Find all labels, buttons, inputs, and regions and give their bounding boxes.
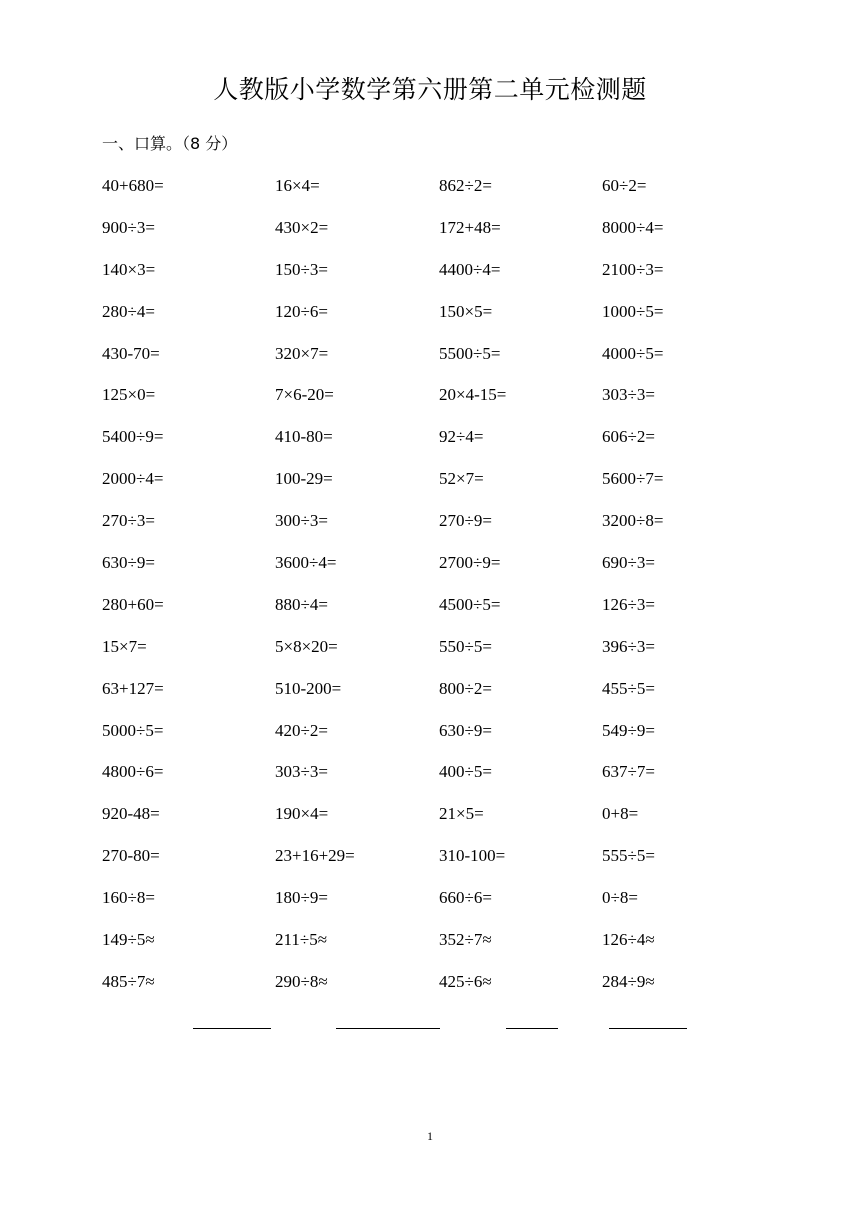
problem-item: 550÷5= — [439, 636, 492, 656]
problem-row — [102, 298, 742, 340]
problem-item: 3600÷4= — [275, 553, 337, 573]
problem-item: 425÷6≈ — [439, 971, 492, 991]
problem-item: 352÷7≈ — [439, 930, 492, 950]
problem-item: 2700÷9= — [439, 553, 501, 573]
problem-item: 5500÷5= — [439, 343, 501, 363]
problem-item: 1000÷5= — [602, 301, 664, 321]
problem-item: 3200÷8= — [602, 511, 664, 531]
answer-blank-line[interactable] — [336, 1028, 440, 1029]
problem-item: 270÷3= — [102, 511, 155, 531]
problem-item: 100-29= — [275, 469, 333, 489]
problem-item: 290÷8≈ — [275, 971, 328, 991]
problem-item: 455÷5= — [602, 678, 655, 698]
problem-item: 5400÷9= — [102, 427, 164, 447]
problem-item: 126÷3= — [602, 594, 655, 614]
problem-item: 410-80= — [275, 427, 333, 447]
problem-item: 190×4= — [275, 804, 329, 824]
problem-item: 420÷2= — [275, 720, 328, 740]
problem-row — [102, 968, 742, 1010]
problem-row — [102, 926, 742, 968]
answer-blank-line[interactable] — [193, 1028, 271, 1029]
problem-item: 630÷9= — [439, 720, 492, 740]
problem-item: 21×5= — [439, 804, 484, 824]
problem-item: 310-100= — [439, 846, 506, 866]
problem-item: 280+60= — [102, 594, 164, 614]
problem-item: 8000÷4= — [602, 217, 664, 237]
problem-item: 5×8×20= — [275, 636, 338, 656]
problem-item: 270÷9= — [439, 511, 492, 531]
problem-item: 7×6-20= — [275, 385, 334, 405]
problem-item: 40+680= — [102, 176, 164, 195]
problem-item: 180÷9= — [275, 888, 328, 908]
problem-row — [102, 675, 742, 717]
problem-item: 300÷3= — [275, 511, 328, 531]
problem-row — [102, 884, 742, 926]
problem-item: 4000÷5= — [602, 343, 664, 363]
problem-item: 16×4= — [275, 176, 320, 195]
problem-item: 60÷2= — [602, 176, 647, 195]
problem-item: 637÷7= — [602, 762, 655, 782]
problem-row — [102, 340, 742, 382]
problem-item: 485÷7≈ — [102, 971, 155, 991]
problem-item: 150×5= — [439, 301, 493, 321]
problem-item: 900÷3= — [102, 217, 155, 237]
problem-item: 140×3= — [102, 259, 156, 279]
problem-item: 430×2= — [275, 217, 329, 237]
problem-item: 280÷4= — [102, 301, 155, 321]
problem-item: 396÷3= — [602, 636, 655, 656]
problem-item: 320×7= — [275, 343, 329, 363]
problem-item: 120÷6= — [275, 301, 328, 321]
problem-item: 400÷5= — [439, 762, 492, 782]
problem-item: 880÷4= — [275, 594, 328, 614]
problem-item: 270-80= — [102, 846, 160, 866]
problem-item: 211÷5≈ — [275, 930, 328, 950]
problem-grid — [102, 172, 742, 1010]
problem-item: 5000÷5= — [102, 720, 164, 740]
problem-item: 303÷3= — [602, 385, 655, 405]
problem-row — [102, 758, 742, 800]
problem-item: 303÷3= — [275, 762, 328, 782]
problem-item: 800÷2= — [439, 678, 492, 698]
problem-item: 920-48= — [102, 804, 160, 824]
problem-row — [102, 214, 742, 256]
problem-row — [102, 256, 742, 298]
problem-item: 23+16+29= — [275, 846, 355, 866]
problem-item: 555÷5= — [602, 846, 655, 866]
problem-item: 149÷5≈ — [102, 930, 155, 950]
problem-item: 862÷2= — [439, 176, 492, 195]
problem-row — [102, 800, 742, 842]
section-heading-oral-calculation: 一、口算。（8 分） — [102, 134, 238, 153]
problem-item: 0+8= — [602, 804, 639, 824]
problem-item: 20×4-15= — [439, 385, 507, 405]
problem-item: 4500÷5= — [439, 594, 501, 614]
problem-row — [102, 717, 742, 759]
problem-item: 92÷4= — [439, 427, 484, 447]
page-number: 1 — [427, 1129, 433, 1143]
problem-row — [102, 591, 742, 633]
problem-item: 63+127= — [102, 678, 164, 698]
page-title: 人教版小学数学第六册第二单元检测题 — [213, 75, 647, 104]
problem-item: 284÷9≈ — [602, 971, 655, 991]
problem-row — [102, 465, 742, 507]
problem-row — [102, 507, 742, 549]
problem-item: 2000÷4= — [102, 469, 164, 489]
problem-row — [102, 172, 742, 214]
problem-row — [102, 842, 742, 884]
problem-row — [102, 423, 742, 465]
answer-blank-line[interactable] — [609, 1028, 687, 1029]
problem-item: 510-200= — [275, 678, 342, 698]
problem-item: 126÷4≈ — [602, 930, 655, 950]
problem-item: 2100÷3= — [602, 259, 664, 279]
problem-item: 630÷9= — [102, 553, 155, 573]
problem-row — [102, 381, 742, 423]
problem-item: 606÷2= — [602, 427, 655, 447]
problem-item: 160÷8= — [102, 888, 155, 908]
problem-item: 172+48= — [439, 217, 501, 237]
problem-row — [102, 633, 742, 675]
problem-item: 125×0= — [102, 385, 156, 405]
answer-blanks — [0, 1028, 860, 1032]
problem-item: 4800÷6= — [102, 762, 164, 782]
problem-item: 52×7= — [439, 469, 484, 489]
problem-item: 430-70= — [102, 343, 160, 363]
problem-item: 660÷6= — [439, 888, 492, 908]
problem-item: 690÷3= — [602, 553, 655, 573]
problem-row — [102, 549, 742, 591]
problem-item: 150÷3= — [275, 259, 328, 279]
problem-item: 549÷9= — [602, 720, 655, 740]
problem-item: 5600÷7= — [602, 469, 664, 489]
problem-item: 0÷8= — [602, 888, 638, 908]
problem-item: 15×7= — [102, 636, 147, 656]
answer-blank-line[interactable] — [506, 1028, 558, 1029]
problem-item: 4400÷4= — [439, 259, 501, 279]
